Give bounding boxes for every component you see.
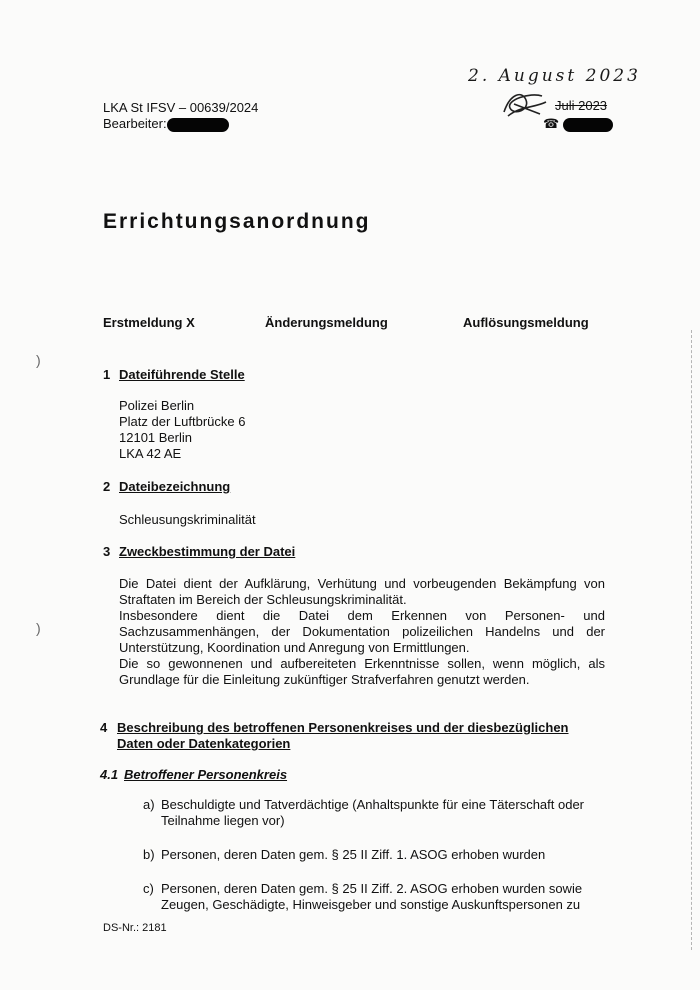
list-item-text: Personen, deren Daten gem. § 25 II Ziff. 1. ASOG erhoben wurden [161, 847, 546, 862]
address-line: 12101 Berlin [119, 430, 192, 445]
list-item [143, 847, 603, 863]
section-1-address [119, 398, 245, 462]
redacted-phone [563, 118, 613, 132]
list-item-text: Beschuldigte und Tatverdächtige (Anhaltspunkte für eine Täterschaft oder Teilnahme liegen vor) [161, 797, 585, 828]
section-4-heading-line: Beschreibung des betroffenen Personenkreises und der diesbezüglichen [117, 720, 569, 735]
section-4-heading [117, 720, 607, 752]
list-item-label: a) [143, 797, 155, 812]
report-type-first: Erstmeldung X [103, 315, 195, 330]
section-3-paragraph: Die so gewonnenen und aufbereiteten Erkenntnisse sollen, wenn möglich, als Grundlage für die Einleitung zukünftiger Strafverfahren genutzt werden. [119, 656, 605, 687]
section-1-heading: Dateiführende Stelle [119, 367, 245, 382]
page-title: Errichtungsanordnung [103, 210, 371, 233]
section-3-number: 3 [103, 544, 111, 559]
subsection-4-1-heading: Betroffener Personenkreis [124, 767, 288, 782]
struck-date: Juli 2023 [555, 98, 608, 113]
scan-edge-line [690, 330, 692, 950]
clerk-label: Bearbeiter: [103, 116, 167, 131]
person-list [143, 797, 603, 913]
section-1-number: 1 [103, 367, 111, 382]
section-3-paragraph: Insbesondere dient die Datei dem Erkennen von Personen- und Sachzusammenhängen, der Dokumentation polizeilichen Handelns und der Unterstützung, Koordination und Anregung von Ermittlungen. [119, 608, 605, 655]
section-2-heading: Dateibezeichnung [119, 479, 231, 494]
section-3-heading: Zweckbestimmung der Datei [119, 544, 296, 559]
subsection-4-1-number: 4.1 [100, 767, 119, 782]
file-reference: LKA St IFSV – 00639/2024 [103, 100, 259, 115]
section-2-text: Schleusungskriminalität [119, 512, 256, 527]
report-type-dissolution: Auflösungsmeldung [463, 315, 589, 330]
address-line: LKA 42 AE [119, 446, 182, 461]
section-4-number: 4 [100, 720, 108, 735]
section-3-paragraph: Die Datei dient der Aufklärung, Verhütung und vorbeugenden Bekämpfung von Straftaten im Bereich der Schleusungskriminalität. [119, 576, 605, 607]
punch-mark: ) [36, 352, 41, 368]
phone-icon: ☎ [543, 116, 560, 131]
punch-mark: ) [36, 620, 41, 636]
list-item-label: c) [143, 881, 154, 896]
redacted-name [167, 118, 229, 132]
list-item [143, 881, 603, 913]
report-type-change: Änderungsmeldung [265, 315, 388, 330]
clerk-line [103, 116, 229, 132]
ds-number: DS-Nr.: 2181 [103, 922, 167, 934]
handwritten-date: 2. August 2023 [468, 66, 641, 86]
list-item-label: b) [143, 847, 155, 862]
phone-line [543, 116, 613, 132]
section-2-number: 2 [103, 479, 111, 494]
section-4-heading-line: Daten oder Datenkategorien [117, 736, 291, 751]
section-3-body [119, 576, 605, 688]
list-item [143, 797, 603, 829]
address-line: Polizei Berlin [119, 398, 195, 413]
list-item-text: Personen, deren Daten gem. § 25 II Ziff. 2. ASOG erhoben wurden sowie Zeugen, Geschädigte, Hinweisgeber und sonstige Auskunftspersonen zu [161, 881, 583, 912]
address-line: Platz der Luftbrücke 6 [119, 414, 246, 429]
